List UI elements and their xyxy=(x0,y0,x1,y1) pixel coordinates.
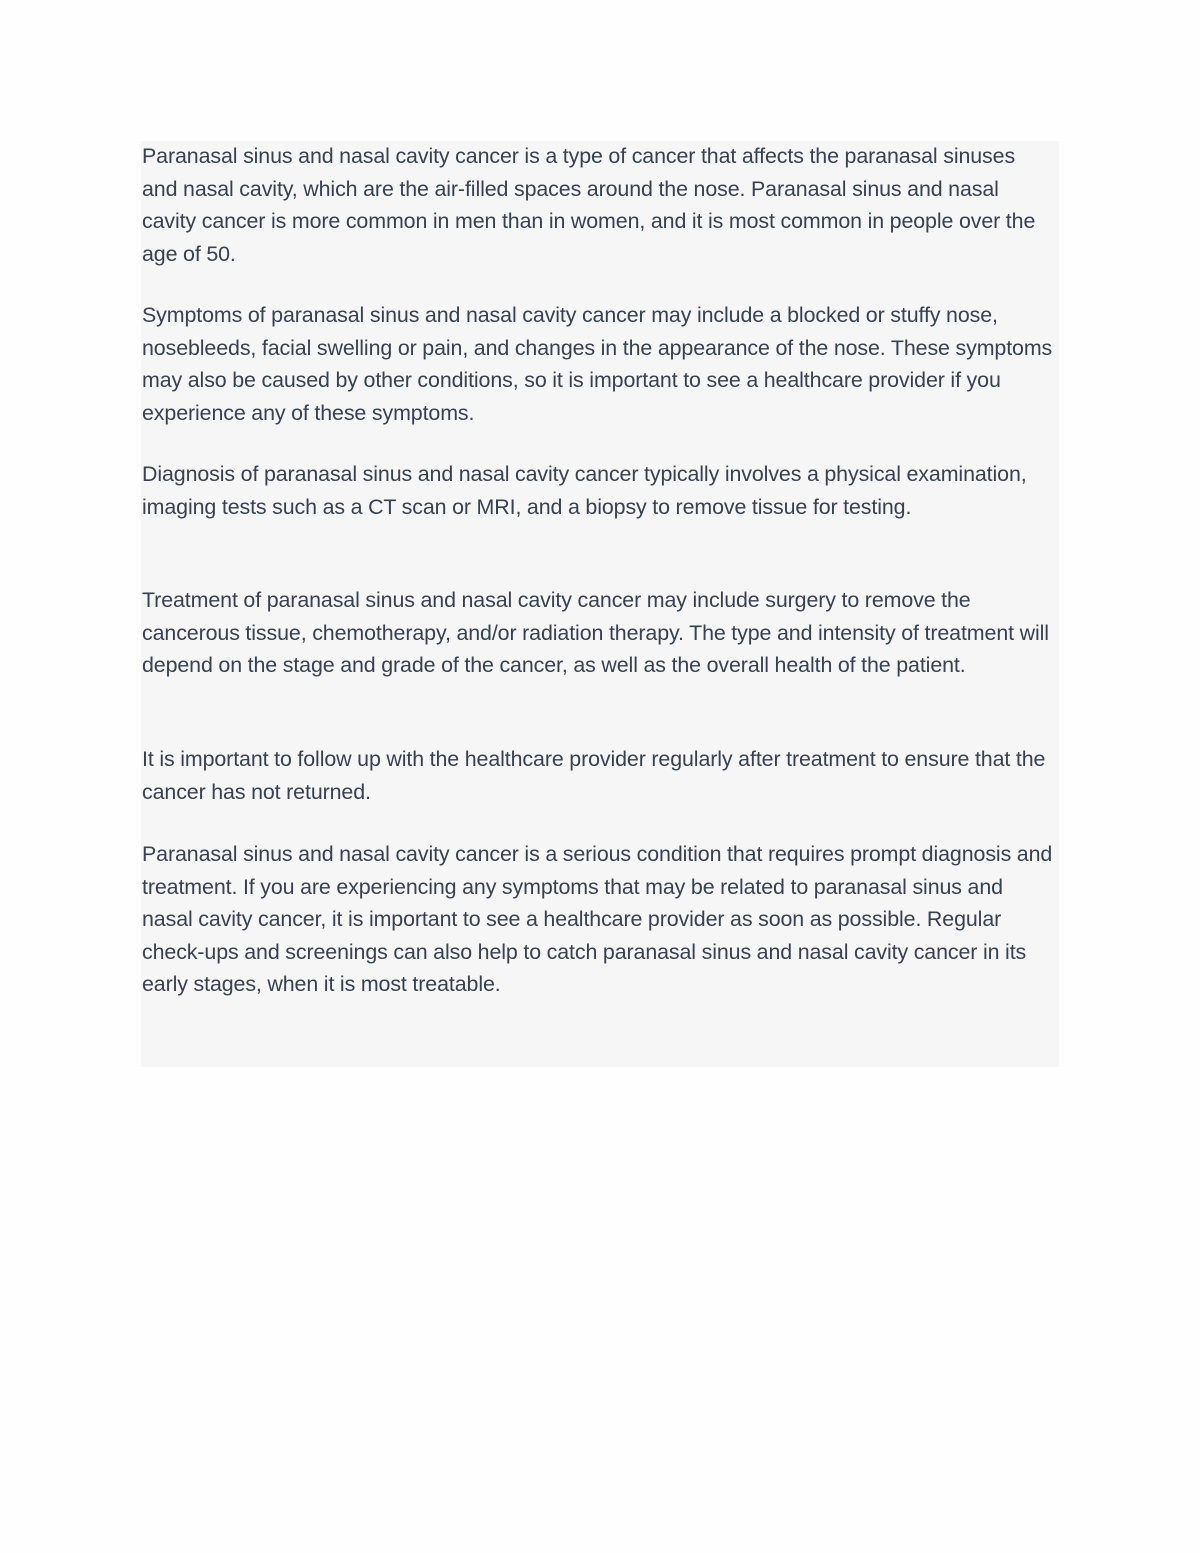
paragraph-conclusion: Paranasal sinus and nasal cavity cancer is a serious condition that requires prompt diagnosis and treatment. If you are experiencing any symptoms that may be related to paranasal sinus and nasal cavity cancer, it is important to see a healthcare provider as soon as possible. Regular check-ups and screenings can also help to catch paranasal sinus and nasal cavity cancer in its early stages, when it is most treatable. xyxy=(142,842,1053,996)
content-box xyxy=(141,141,1059,1067)
paragraph-follow-up: It is important to follow up with the healthcare provider regularly after treatment to ensure that the cancer has not returned. xyxy=(142,747,1046,804)
paragraph-treatment: Treatment of paranasal sinus and nasal cavity cancer may include surgery to remove the cancerous tissue, chemotherapy, and/or radiation therapy. The type and intensity of treatment will depend on the stage and grade of the cancer, as well as the overall health of the patient. xyxy=(142,588,1049,677)
paragraph-intro: Paranasal sinus and nasal cavity cancer is a type of cancer that affects the paranasal sinuses and nasal cavity, which are the air-filled spaces around the nose. Paranasal sinus and nasal cavity cancer is more common in men than in women, and it is most common in people over the age of 50. xyxy=(142,144,1036,266)
paragraph-diagnosis: Diagnosis of paranasal sinus and nasal cavity cancer typically involves a physical examination, imaging tests such as a CT scan or MRI, and a biopsy to remove tissue for testing. xyxy=(142,462,1027,519)
paragraph-symptoms: Symptoms of paranasal sinus and nasal cavity cancer may include a blocked or stuffy nose, nosebleeds, facial swelling or pain, and changes in the appearance of the nose. These symptoms may also be caused by other conditions, so it is important to see a healthcare provider if you experience any of these symptoms. xyxy=(142,303,1053,425)
